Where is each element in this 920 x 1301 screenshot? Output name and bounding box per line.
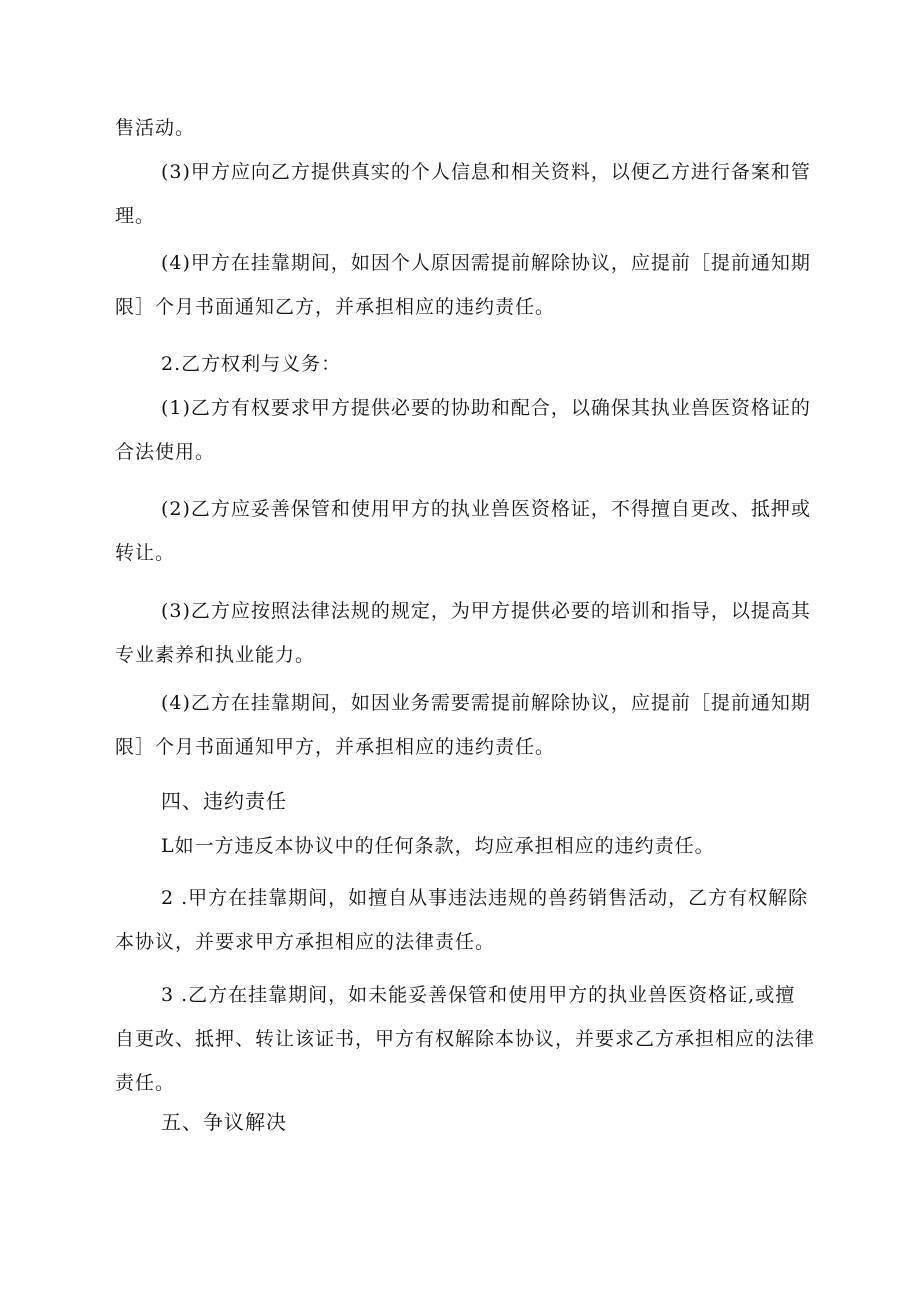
paragraph-party-b-item-2: (2)乙方应妥善保管和使用甲方的执业兽医资格证，不得擅自更改、抵押或转让。: [115, 498, 811, 564]
paragraph-party-b-item-3: (3)乙方应按照法律法规的规定，为甲方提供必要的培训和指导，以提高其专业素养和执业能力。: [115, 600, 811, 666]
paragraph-breach-item-3: 3 .乙方在挂靠期间，如未能妥善保管和使用甲方的执业兽医资格证,或擅自更改、抵押、转让该证书，甲方有权解除本协议，并要求乙方承担相应的法律责任。: [115, 984, 816, 1094]
paragraph-party-a-item-4: (4)甲方在挂靠期间，如因个人原因需提前解除协议，应提前［提前通知期限］个月书面通知乙方，并承担相应的违约责任。: [115, 252, 811, 318]
heading-dispute-resolution: 五、争议解决: [161, 1110, 287, 1134]
paragraph-party-b-item-4: (4)乙方在挂靠期间，如因业务需要需提前解除协议，应提前［提前通知期限］个月书面通知甲方，并承担相应的违约责任。: [115, 692, 811, 758]
heading-breach-liability: 四、违约责任: [161, 789, 287, 813]
paragraph-party-a-item-3: (3)甲方应向乙方提供真实的个人信息和相关资料，以便乙方进行备案和管理。: [115, 161, 811, 227]
paragraph-breach-item-2: 2 .甲方在挂靠期间，如擅自从事违法违规的兽药销售活动，乙方有权解除本协议，并要求甲方承担相应的法律责任。: [115, 887, 809, 953]
paragraph-party-b-item-1: (1)乙方有权要求甲方提供必要的协助和配合，以确保其执业兽医资格证的合法使用。: [115, 397, 811, 463]
section-party-b-rights: 2.乙方权利与义务：: [161, 353, 342, 375]
paragraph-breach-item-1: L如一方违反本协议中的任何条款，均应承担相应的违约责任。: [161, 835, 715, 857]
paragraph-continuation: 售活动。: [115, 117, 196, 139]
